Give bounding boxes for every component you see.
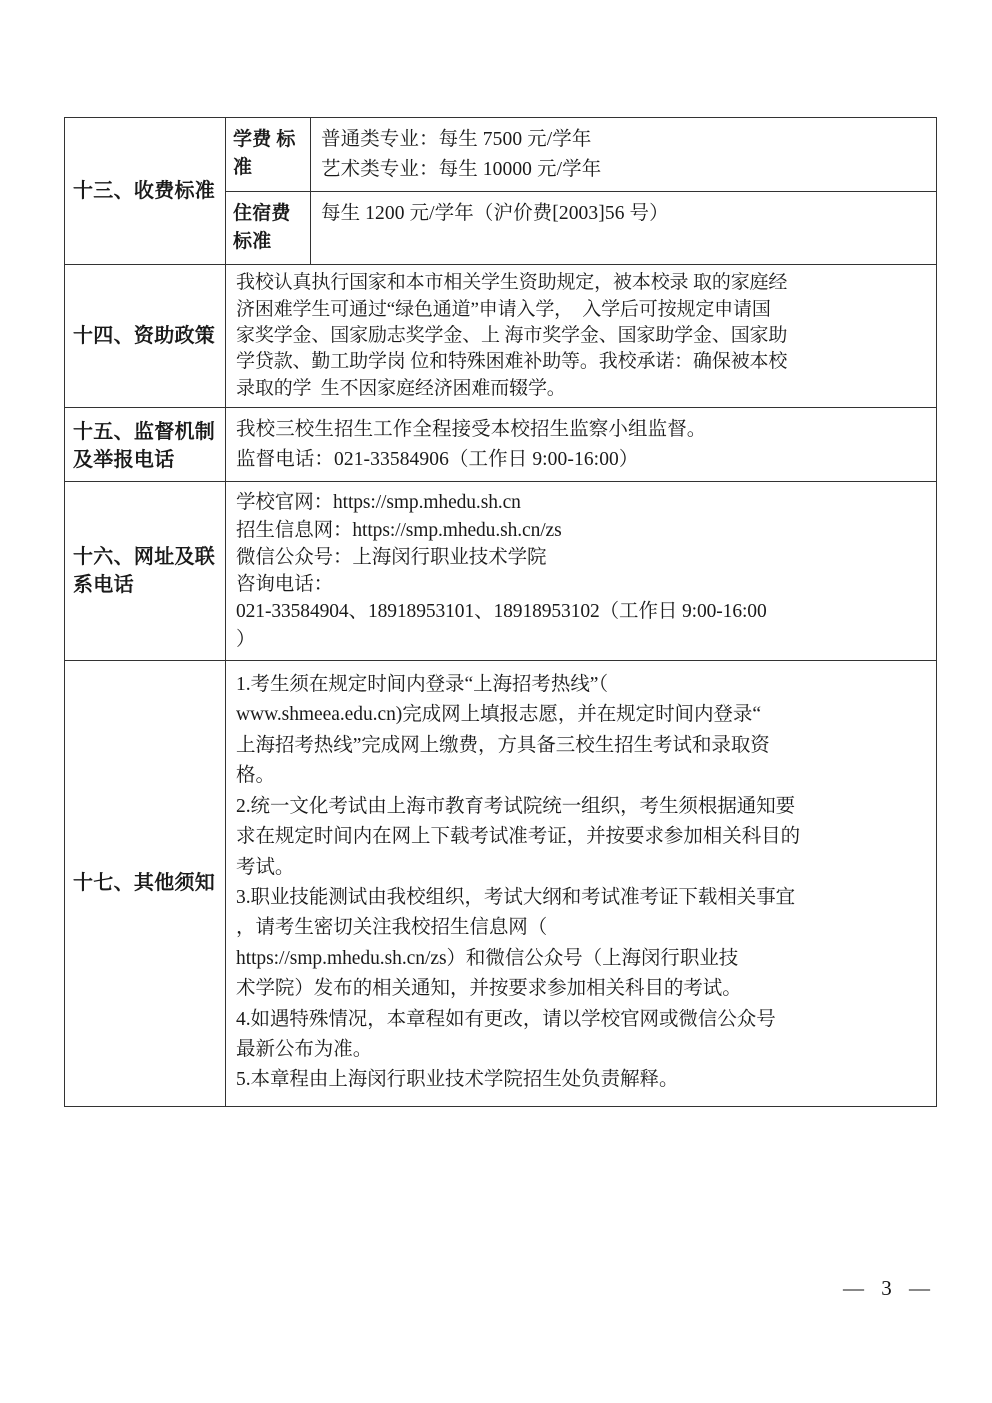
supervision-phone: 监督电话：021-33584906（工作日 9:00-16:00） — [236, 448, 639, 470]
table-row-contact — [65, 482, 937, 661]
supervision-label-line2: 及举报电话 — [73, 449, 175, 472]
notice-3-line-1: 3.职业技能测试由我校组织，考试大纲和考试准考证下载相关事宜 — [236, 886, 796, 908]
row-label-contact — [65, 482, 226, 661]
cell-contact-text — [226, 482, 937, 661]
contact-label-line2: 系电话 — [73, 574, 134, 597]
row-label-financial-aid: 十四、资助政策 — [65, 265, 226, 408]
table-row-supervision — [65, 408, 937, 482]
page-number: — 3 — — [843, 1276, 936, 1300]
financial-aid-line-2: 济困难学生可通过“绿色通道”申请入学， 入学后可按规定申请国 — [236, 298, 771, 320]
contact-phone-label: 咨询电话： — [236, 574, 334, 596]
sub-label-dorm-standard — [226, 192, 311, 265]
notice-2-line-1: 2.统一文化考试由上海市教育考试院统一组织，考生须根据通知要 — [236, 795, 796, 817]
dorm-fee-spacer — [321, 229, 929, 255]
table-row-fees-tuition — [65, 118, 937, 192]
cell-dorm-values — [311, 192, 937, 265]
financial-aid-line-4: 学贷款、勤工助学岗 位和特殊困难补助等。我校承诺：确保被本校 — [236, 351, 788, 373]
supervision-line-1: 我校三校生招生工作全程接受本校招生监察小组监督。 — [236, 419, 707, 441]
contact-admissions-site: 招生信息网：https://smp.mhedu.sh.cn/zs — [236, 519, 562, 541]
notice-4-line-2: 最新公布为准。 — [236, 1038, 373, 1060]
cell-tuition-values — [311, 118, 937, 192]
financial-aid-line-5: 录取的学 生不因家庭经济困难而辍学。 — [236, 377, 566, 399]
notice-1-line-4: 格。 — [236, 765, 275, 787]
dorm-fee: 每生 1200 元/学年（沪价费[2003]56 号） — [321, 203, 669, 225]
table-row-other-notices — [65, 661, 937, 1107]
row-label-other-notices: 十七、其他须知 — [65, 661, 226, 1107]
sub-label-tuition-standard — [226, 118, 311, 192]
tuition-art: 艺术类专业：每生 10000 元/学年 — [321, 158, 602, 180]
notice-3-line-3: https://smp.mhedu.sh.cn/zs）和微信公众号（上海闵行职业技 — [236, 947, 739, 969]
contact-phone-numbers-cont: ） — [236, 628, 256, 650]
row-label-supervision — [65, 408, 226, 482]
financial-aid-line-3: 家奖学金、国家励志奖学金、上 海市奖学金、国家助学金、国家助 — [236, 325, 788, 347]
contact-wechat: 微信公众号：上海闵行职业技术学院 — [236, 546, 547, 568]
contact-official-site: 学校官网：https://smp.mhedu.sh.cn — [236, 492, 521, 514]
contact-phone-numbers: 021-33584904、18918953101、18918953102（工作日 9:00-16:00 — [236, 601, 767, 623]
supervision-label-line1: 十五、监督机制 — [73, 421, 216, 444]
notice-3-line-4: 术学院）发布的相关通知，并按要求参加相关科目的考试。 — [236, 978, 742, 1000]
tuition-general: 普通类专业：每生 7500 元/学年 — [321, 129, 592, 150]
notice-2-line-2: 求在规定时间内在网上下载考试准考证，并按要求参加相关科目的 — [236, 826, 801, 848]
cell-financial-aid-text — [226, 265, 937, 408]
notice-3-line-2: ，请考生密切关注我校招生信息网（ — [236, 917, 548, 939]
notice-4-line-1: 4.如遇特殊情况，本章程如有更改，请以学校官网或微信公众号 — [236, 1008, 776, 1030]
table-row-financial-aid — [65, 265, 937, 408]
sub-label-dorm-line1: 住宿费 — [233, 203, 291, 225]
sub-label-dorm-line2: 标准 — [233, 231, 272, 253]
admissions-regulations-table — [64, 117, 937, 1107]
notice-1-line-2: www.shmeea.edu.cn)完成网上填报志愿，并在规定时间内登录“ — [236, 704, 761, 726]
contact-label-line1: 十六、网址及联 — [73, 545, 216, 568]
notice-1-line-1: 1.考生须在规定时间内登录“上海招考热线”（ — [236, 674, 609, 696]
notice-2-line-3: 考试。 — [236, 856, 295, 878]
sub-label-tuition-line2: 标准 — [233, 129, 296, 179]
notice-5-line-1: 5.本章程由上海闵行职业技术学院招生处负责解释。 — [236, 1069, 679, 1091]
row-label-fees: 十三、收费标准 — [65, 118, 226, 265]
cell-supervision-text — [226, 408, 937, 482]
cell-other-notices-text — [226, 661, 937, 1107]
notice-1-line-3: 上海招考热线”完成网上缴费，方具备三校生招生考试和录取资 — [236, 734, 770, 756]
sub-label-tuition-line1: 学费 — [233, 129, 272, 150]
financial-aid-line-1: 我校认真执行国家和本市相关学生资助规定，被本校录 取的家庭经 — [236, 272, 788, 294]
